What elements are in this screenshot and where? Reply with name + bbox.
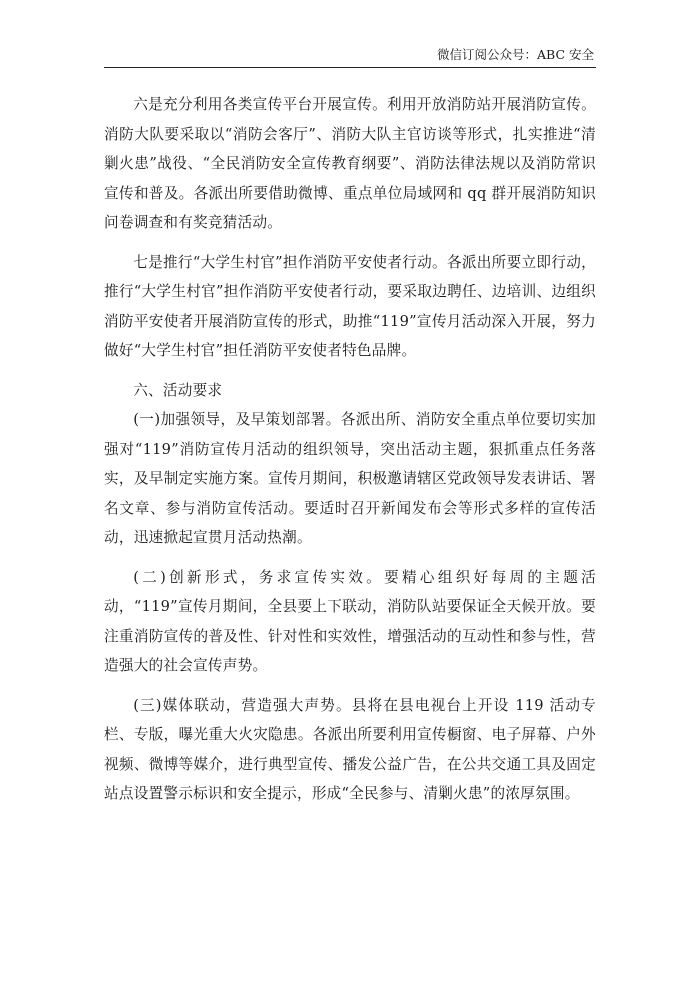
paragraph-six: 六是充分利用各类宣传平台开展宣传。利用开放消防站开展消防宣传。消防大队要采取以“消防会客厅”、消防大队主官访谈等形式，扎实推进“清剿火患”战役、“全民消防安全宣传教育纲要”、消防法律法规以及消防常识宣传和普及。各派出所要借助微博、重点单位局域网和 qq 群开展消防知识问卷调查和有奖竞猜活动。 — [104, 96, 596, 231]
section-heading: 六、活动要求 — [133, 381, 223, 399]
requirement-1: (一)加强领导，及早策划部署。各派出所、消防安全重点单位要切实加强对“119”消防宣传月活动的组织领导，突出活动主题，狠抓重点任务落实，及早制定实施方案。宣传月期间，积极邀请辖区党政领导发表讲话、署名文章、参与消防宣传活动。要适时召开新闻发布会等形式多样的宣传活动，迅速掀起宣贯月活动热潮。 — [104, 411, 596, 546]
paragraph-seven: 七是推行“大学生村官”担作消防平安使者行动。各派出所要立即行动，推行“大学生村官”担作消防平安使者行动，要采取边聘任、边培训、边组织消防平安使者开展消防宣传的形式，助推“119”宣传月活动深入开展，努力做好“大学生村官”担任消防平安使者特色品牌。 — [104, 253, 596, 359]
document-body — [104, 90, 596, 809]
header-text: 微信订阅公众号：ABC 安全 — [437, 47, 594, 62]
requirement-3: (三)媒体联动，营造强大声势。县将在县电视台上开设 119 活动专栏、专版，曝光重大火灾隐患。各派出所要利用宣传橱窗、电子屏幕、户外视频、微博等媒介，进行典型宣传、播发公益广告，在公共交通工具及固定站点设置警示标识和安全提示，形成“全民参与、清剿火患”的浓厚氛围。 — [104, 696, 596, 802]
requirement-2: (二)创新形式，务求宣传实效。要精心组织好每周的主题活动，“119”宣传月期间，全县要上下联动，消防队站要保证全天候开放。要注重消防宣传的普及性、针对性和实效性，增强活动的互动性和参与性，营造强大的社会宣传声势。 — [104, 568, 596, 674]
page-header — [104, 47, 596, 68]
